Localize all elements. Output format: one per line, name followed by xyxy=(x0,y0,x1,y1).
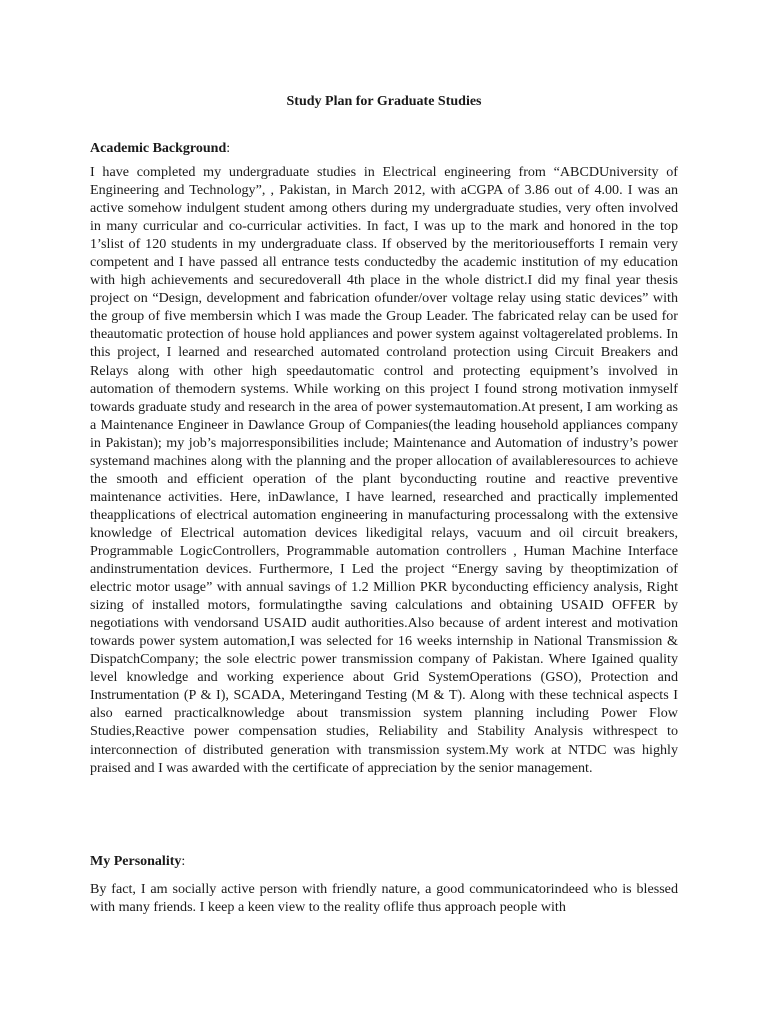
section-heading-academic-background xyxy=(90,141,230,157)
section-heading-text: My Personality xyxy=(90,854,182,869)
academic-background-paragraph: I have completed my undergraduate studies in Electrical engineering from “ABCDUniversity of Engineering and Technology”, , Pakistan, in March 2012, with aCGPA of 3.86 out of 4.00. I was an active somehow indulgent student among others during my undergraduate studies, very often involved in many curricular and co-curricular activities. In fact, I was up to the mark and honored in the top 1’slist of 120 students in my undergraduate class. If observed by the meritoriousefforts I remain very competent and I have passed all entrance tests conductedby the academic institution of my education with high achievements and securedoverall 4th place in the whole district.I did my final year thesis project on “Design, development and fabrication ofunder/over voltage relay using static devices” with the group of five membersin which I was made the Group Leader. The fabricated relay can be used for theautomatic protection of house hold appliances and power system against voltagerelated problems. In this project, I learned and researched automated controland protection using Circuit Breakers and Relays along with other high speedautomatic control and protecting equipment’s involved in automation of themodern systems. While working on this project I found strong motivation inmyself towards graduate study and research in the area of power systemautomation.At present, I am working as a Maintenance Engineer in Dawlance Group of Companies(the leading household appliances company in Pakistan); my job’s majorresponsibilities include; Maintenance and Automation of industry’s power systemand machines along with the planning and the proper allocation of availableresources to achieve the smooth and efficient operation of the plant byconducting routine and reactive preventive maintenance activities. Here, inDawlance, I have learned, researched and practically implemented theapplications of electrical automation engineering in manufacturing processalong with the extensive knowledge of Electrical automation devices likedigital relays, vacuum and oil circuit breakers, Programmable LogicControllers, Programmable automation controllers , Human Machine Interface andinstrumentation devices. Furthermore, I Led the project “Energy saving by theoptimization of electric motor usage” with annual savings of 1.2 Million PKR byconducting efficiency analysis, Right sizing of installed motors, formulatingthe saving calculations and obtaining USAID OFFER by negotiations with vendorsand USAID audit authorities.Also because of ardent interest and motivation towards power system automation,I was selected for 16 weeks internship in National Transmission & DispatchCompany; the sole electric power transmission company of Pakistan. Where Igained quality level knowledge and working experience about Grid SystemOperations (GSO), Protection and Instrumentation (P & I), SCADA, Meteringand Testing (M & T). Along with these technical aspects I also earned practicalknowledge about transmission system planning including Power Flow Studies,Reactive power compensation studies, Reliability and Stability Analysis withrespect to interconnection of distributed generation with transmission system.My work at NTDC was highly praised and I was awarded with the certificate of appreciation by the senior management. xyxy=(90,164,678,776)
section-heading-my-personality xyxy=(90,854,185,870)
section-heading-colon: : xyxy=(181,854,186,869)
my-personality-paragraph: By fact, I am socially active person with friendly nature, a good communicatorindeed who is blessed with many friends. I keep a keen view to the reality oflife thus approach people with xyxy=(90,881,678,916)
section-heading-colon: : xyxy=(226,141,231,156)
document-title: Study Plan for Graduate Studies xyxy=(286,94,482,109)
section-heading-text: Academic Background xyxy=(90,141,227,156)
